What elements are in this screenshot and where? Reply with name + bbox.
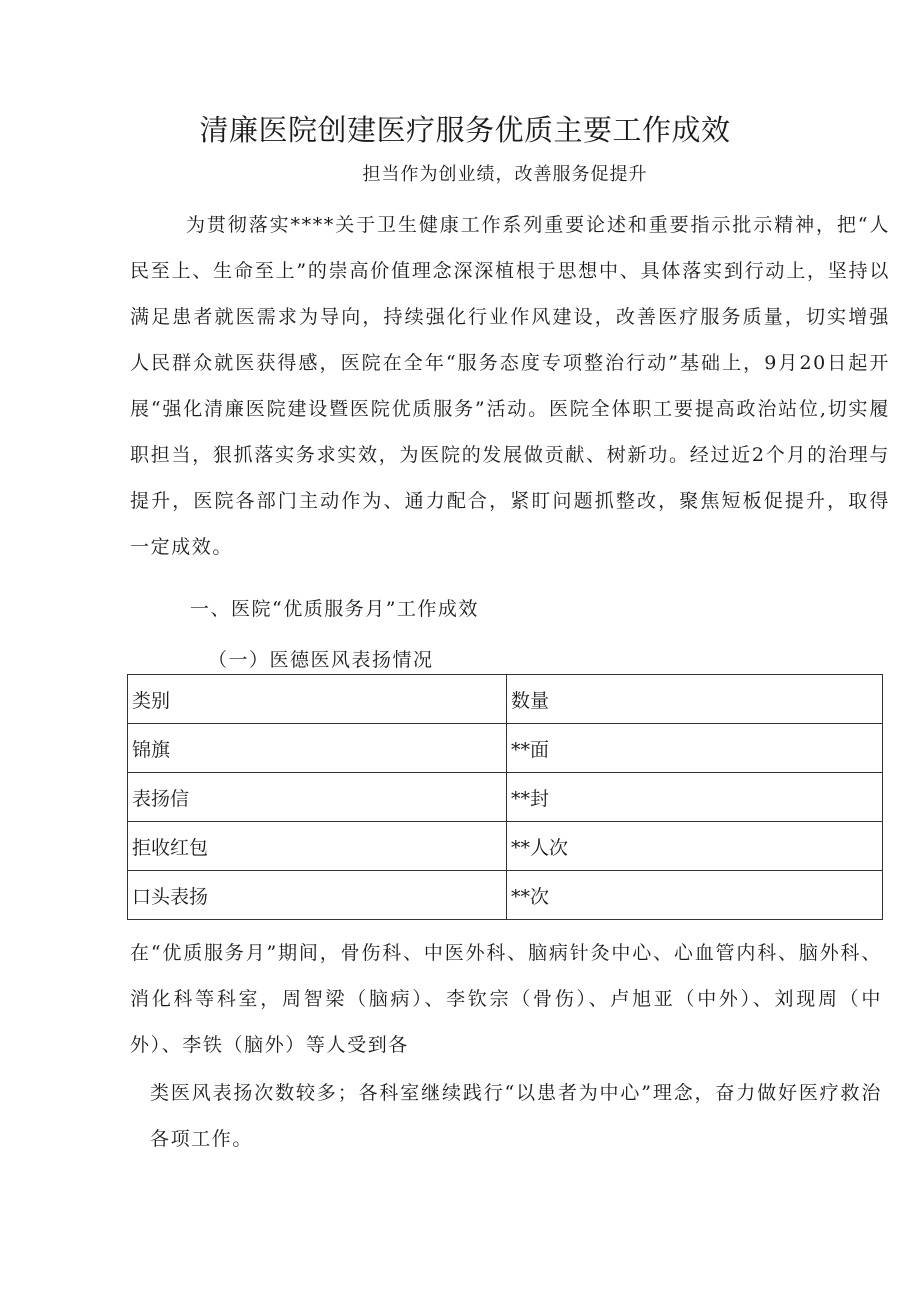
commendation-paragraph: 在“优质服务月”期间，骨伤科、中医外科、脑病针灸中心、心血管内科、脑外科、消化科等科室，周智梁（脑病）、李钦宗（骨伤）、卢旭亚（中外）、刘现周（中外）、李铁（脑外）等人受到各 [130,942,882,1056]
table-row [128,773,883,822]
table-row [128,871,883,920]
section-heading-1: 一、医院“优质服务月”工作成效 [190,598,479,620]
table-cell: 表扬信 [128,773,507,822]
table-cell: **次 [507,871,883,920]
table-header-category: 类别 [128,675,507,724]
table-cell: 口头表扬 [128,871,507,920]
table-cell: **面 [507,724,883,773]
intro-paragraph: 为贯彻落实****关于卫生健康工作系列重要论述和重要指示批示精神，把“人民至上、生命至上”的崇高价值理念深深植根于思想中、具体落实到行动上，坚持以满足患者就医需求为导向，持续强化行业作风建设，改善医疗服务质量，切实增强人民群众就医获得感，医院在全年“服务态度专项整治行动”基础上，9月20日起开展“强化清廉医院建设暨医院优质服务”活动。医院全体职工要提高政治站位,切实履职担当，狠抓落实务求实效，为医院的发展做贡献、树新功。经过近2个月的治理与提升，医院各部门主动作为、通力配合，紧盯问题抓整改，聚焦短板促提升，取得一定成效。 [130,214,890,558]
commendation-paragraph-continued: 类医风表扬次数较多；各科室继续践行“以患者为中心”理念，奋力做好医疗救治各项工作。 [150,1082,882,1150]
table-cell: 拒收红包 [128,822,507,871]
section-heading-1-1: （一）医德医风表扬情况 [208,649,434,671]
table-header-quantity: 数量 [507,675,883,724]
table-row [128,822,883,871]
table-cell: 锦旗 [128,724,507,773]
document-subtitle: 担当作为创业绩，改善服务促提升 [362,164,648,185]
table-cell: **封 [507,773,883,822]
table-cell: **人次 [507,822,883,871]
table-header-row [128,675,883,724]
table-row [128,724,883,773]
document-title: 清廉医院创建医疗服务优质主要工作成效 [199,113,731,147]
commendation-table [127,674,883,920]
